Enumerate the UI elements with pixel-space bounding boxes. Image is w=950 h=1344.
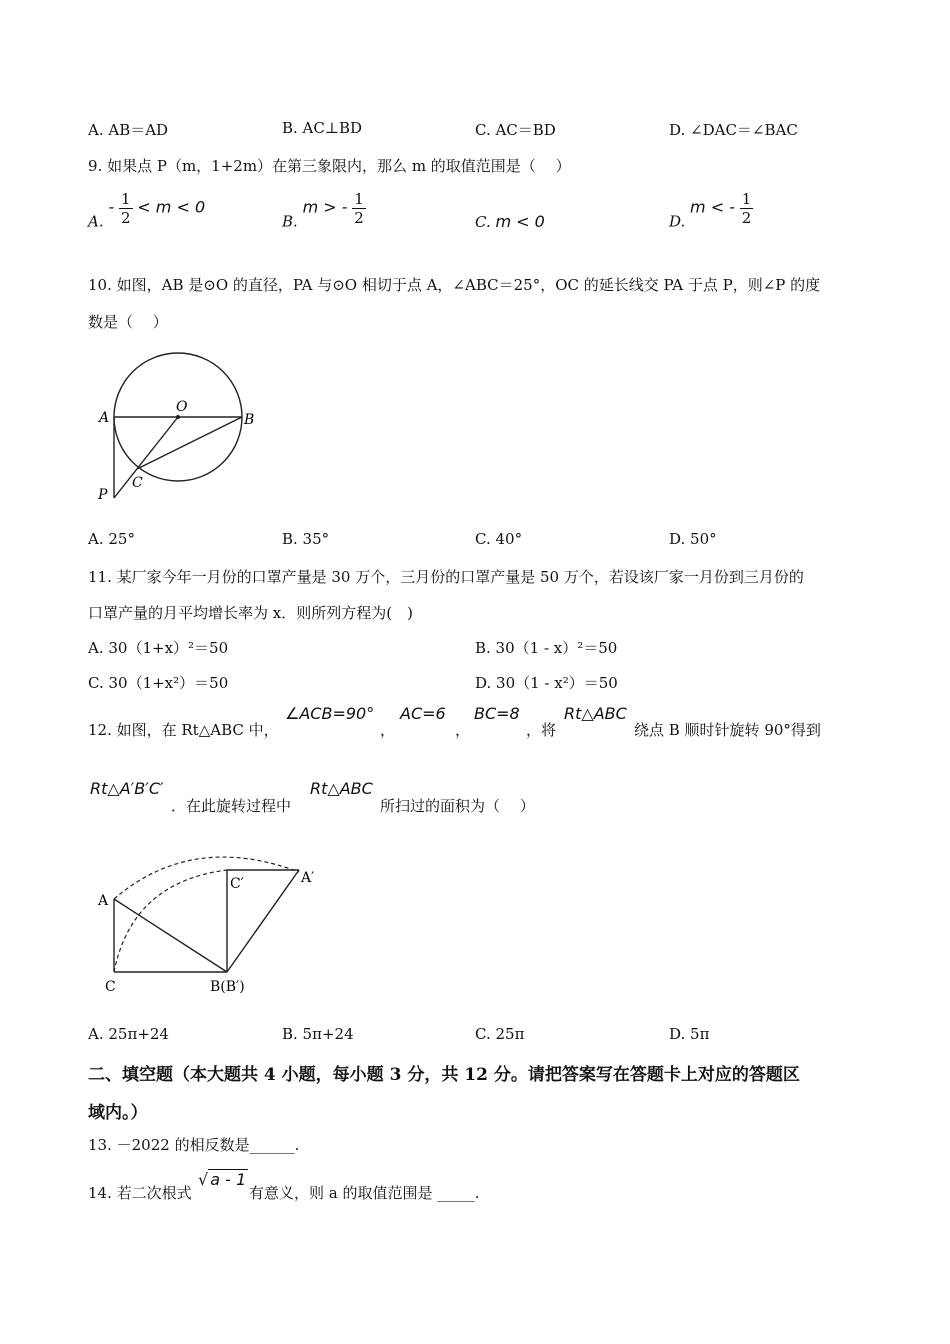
label-p: P bbox=[98, 487, 108, 503]
q8-option-c: C. AC＝BD bbox=[475, 121, 556, 139]
sqrt-icon: √ bbox=[198, 1170, 209, 1189]
chord-bc bbox=[137, 417, 242, 469]
q10-option-b: B. 35° bbox=[282, 530, 330, 548]
arc-a-path bbox=[114, 857, 299, 899]
q10-options bbox=[88, 530, 868, 552]
q9-a-right: < m < 0 bbox=[137, 197, 206, 217]
q9-c-expr: m < 0 bbox=[495, 212, 545, 231]
fraction-denominator: 2 bbox=[741, 209, 752, 227]
q9-d-left: m < - bbox=[690, 197, 735, 217]
q12-rt-abc: Rt△ABC bbox=[564, 704, 627, 723]
q11-option-c: C. 30（1+x²）＝50 bbox=[88, 674, 229, 692]
q8-option-d: D. ∠DAC＝∠BAC bbox=[669, 121, 798, 139]
q8-option-b: B. AC⊥BD bbox=[282, 119, 363, 137]
q11-options-row1 bbox=[88, 637, 868, 659]
label-a: A bbox=[99, 410, 110, 426]
label-c-prime: C′ bbox=[230, 876, 244, 892]
q12-rt-abc-2: Rt△ABC bbox=[310, 779, 373, 798]
label-c: C bbox=[132, 475, 143, 491]
q9-a-left: - bbox=[108, 197, 115, 217]
q9-option-d bbox=[669, 190, 753, 231]
fraction-numerator: 1 bbox=[741, 190, 752, 208]
q10-option-d: D. 50° bbox=[669, 530, 717, 548]
q12-jiang: ，将 bbox=[526, 721, 557, 739]
label-b: B bbox=[244, 412, 255, 428]
q12-option-b: B. 5π+24 bbox=[282, 1025, 354, 1043]
q10-option-a: A. 25° bbox=[88, 530, 135, 548]
q9-b-left: m > - bbox=[302, 197, 348, 217]
q12-bc: BC=8 bbox=[474, 704, 520, 723]
label-a: A bbox=[98, 893, 109, 909]
q12-option-a: A. 25π+24 bbox=[88, 1025, 169, 1043]
section-2-heading-line1: 二、填空题（本大题共 4 小题，每小题 3 分，共 12 分。请把答案写在答题卡上对应的答题区 bbox=[88, 1065, 800, 1085]
q11-stem-line2: 口罩产量的月平均增长率为 x．则所列方程为( ) bbox=[88, 604, 413, 622]
fraction-numerator: 1 bbox=[120, 190, 131, 208]
center-point bbox=[176, 415, 180, 419]
q12-rt-prime: Rt△A′B′C′ bbox=[90, 779, 164, 798]
q14-radicand: a - 1 bbox=[210, 1170, 247, 1189]
q10-option-c: C. 40° bbox=[475, 530, 523, 548]
q12-angle-acb: ∠ACB=90° bbox=[285, 704, 375, 723]
q13-stem: 13. －2022 的相反数是______. bbox=[88, 1136, 300, 1154]
q11-option-d: D. 30（1 - x²）＝50 bbox=[475, 674, 618, 692]
fraction-numerator: 1 bbox=[354, 190, 364, 208]
q11-option-a: A. 30（1+x）²＝50 bbox=[88, 639, 229, 657]
q10-stem-line2: 数是（ ） bbox=[88, 313, 168, 331]
q12-rotation-text: 绕点 B 顺时针旋转 90°得到 bbox=[634, 721, 821, 739]
fraction-denominator: 2 bbox=[120, 209, 131, 227]
q12-end-text: 所扫过的面积为（ ） bbox=[380, 797, 535, 815]
q14-suffix: 有意义，则 a 的取值范围是 _____. bbox=[249, 1184, 480, 1202]
q10-stem-line1: 10. 如图，AB 是⊙O 的直径，PA 与⊙O 相切于点 A，∠ABC＝25°，OC 的延长线交 PA 于点 P，则∠P 的度 bbox=[88, 276, 821, 294]
q12-sep-1: ， bbox=[380, 721, 396, 739]
q8-option-a: A. AB＝AD bbox=[88, 121, 169, 139]
q14-prefix: 14. 若二次根式 bbox=[88, 1184, 192, 1202]
q12-mid-text: ．在此旋转过程中 bbox=[171, 797, 292, 815]
q12-options bbox=[88, 1025, 868, 1047]
side-ab bbox=[114, 899, 227, 972]
label-b-bprime: B(B′) bbox=[210, 979, 245, 995]
q9-b-fraction bbox=[352, 190, 366, 227]
q9-stem: 9. 如果点 P（m，1+2m）在第三象限内，那么 m 的取值范围是（ ） bbox=[88, 157, 571, 175]
q11-stem-line1: 11. 某厂家今年一月份的口罩产量是 30 万个，三月份的口罩产量是 50 万个，若设该厂家一月份到三月份的 bbox=[88, 568, 804, 586]
fraction-denominator: 2 bbox=[354, 209, 364, 227]
q9-c-label: C. bbox=[475, 213, 491, 231]
q12-option-d: D. 5π bbox=[669, 1025, 710, 1043]
q9-option-a bbox=[88, 190, 205, 231]
q9-option-c bbox=[475, 212, 545, 231]
q9-b-label: B. bbox=[282, 212, 298, 231]
q14-radical bbox=[198, 1170, 248, 1189]
q12-option-c: C. 25π bbox=[475, 1025, 525, 1043]
q9-a-fraction bbox=[119, 190, 133, 227]
q12-sep-2: ， bbox=[455, 721, 471, 739]
line-po bbox=[114, 417, 178, 498]
q12-rotation-figure bbox=[92, 842, 332, 1002]
q11-option-b: B. 30（1 - x）²＝50 bbox=[475, 639, 618, 657]
q9-a-label: A. bbox=[88, 212, 104, 231]
q12-prefix: 12. 如图，在 Rt△ABC 中， bbox=[88, 721, 279, 739]
q9-d-label: D. bbox=[669, 212, 686, 231]
label-c: C bbox=[105, 979, 116, 995]
label-o: O bbox=[176, 399, 188, 415]
section-2-heading-line2: 域内。） bbox=[88, 1103, 148, 1123]
label-a-prime: A′ bbox=[301, 870, 315, 886]
q9-option-b bbox=[282, 190, 366, 231]
q11-options-row2 bbox=[88, 672, 868, 694]
q10-circle-figure bbox=[92, 345, 272, 510]
q9-d-fraction bbox=[740, 190, 754, 227]
q8-options bbox=[88, 119, 868, 141]
q12-ac: AC=6 bbox=[400, 704, 446, 723]
